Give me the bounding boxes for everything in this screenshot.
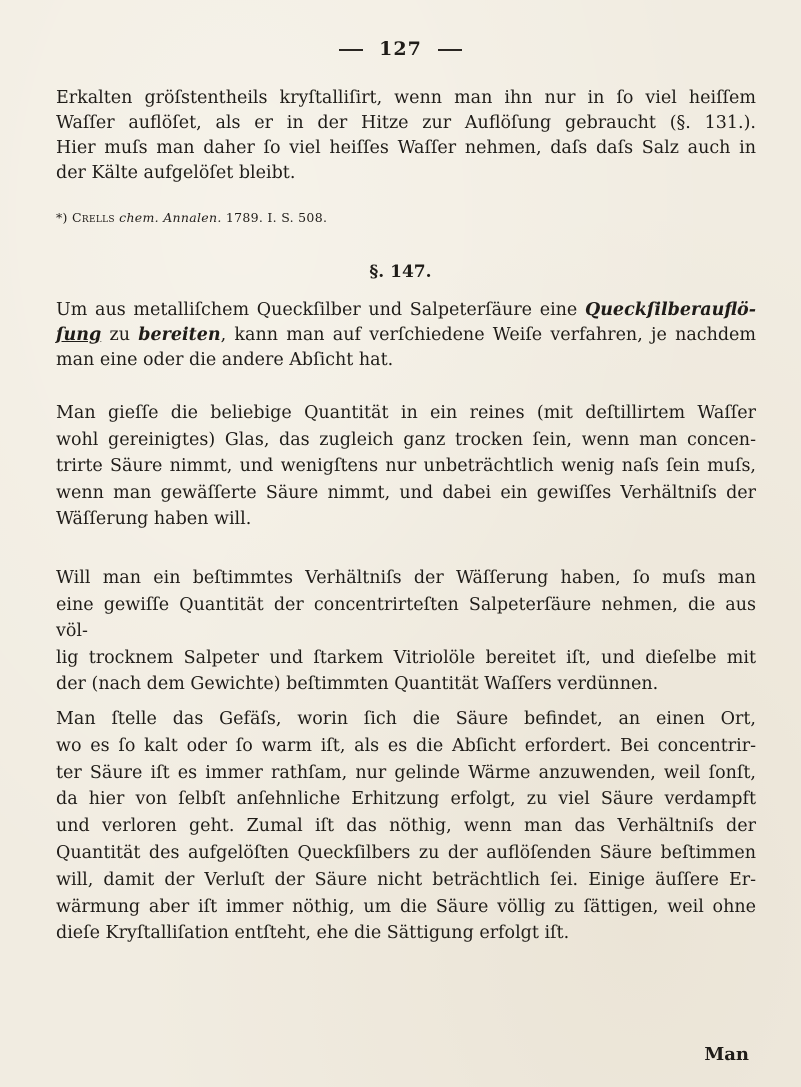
paragraph-text: , kann man auf verſchiedene Weiſe verfahren, je nachdem xyxy=(220,325,757,345)
paragraph-line: trirte Säure nimmt, und wenigſtens nur unbeträchtlich wenig naſs ſein muſs, xyxy=(56,456,756,476)
paragraph-line: wärmung aber iſt immer nöthig, um die Säure völlig zu ſättigen, weil ohne xyxy=(56,896,756,917)
emphasized-term: bereiten xyxy=(138,325,221,345)
paragraph-line: Waſſer auflöſet, als er in der Hitze zur Auflöſung gebraucht (§. 131.). xyxy=(56,113,756,133)
paragraph-line: wo es ſo kalt oder ſo warm iſt, als es die Abſicht erfordert. Bei concentrir- xyxy=(56,735,756,756)
paragraph-line: ter Säure iſt es immer rathſam, nur gelinde Wärme anzuwenden, weil ſonſt, xyxy=(56,762,756,783)
paragraph-line: will, damit der Verluſt der Säure nicht beträchtlich ſei. Einige äuſſere Er- xyxy=(56,869,756,890)
paragraph-2 xyxy=(56,298,756,373)
catchword: Man xyxy=(704,1044,749,1065)
paragraph-line xyxy=(56,298,756,323)
emphasized-term: Queckſilberauflö- xyxy=(584,300,756,320)
paragraph-1 xyxy=(56,86,756,186)
page-number: 127 xyxy=(379,38,422,60)
footnote-author: Crells xyxy=(72,210,115,225)
paragraph-4 xyxy=(56,565,756,698)
paragraph-line: der Kälte aufgelöſet bleibt. xyxy=(56,163,296,183)
section-heading: §. 147. xyxy=(369,262,432,282)
paragraph-line: da hier von ſelbſt anſehnliche Erhitzung erfolgt, zu viel Säure verdampft xyxy=(56,789,756,810)
paragraph-line: wohl gereinigtes) Glas, das zugleich ganz trocken ſein, wenn man concen- xyxy=(56,429,756,450)
paragraph-text: Um aus metalliſchem Queckſilber und Salpeterſäure eine xyxy=(56,300,585,320)
footnote xyxy=(56,210,327,225)
paragraph-line: Man gieſſe die beliebige Quantität in ein reines (mit deſtillirtem Waſſer xyxy=(56,403,756,423)
paragraph-line: Man ſtelle das Gefäſs, worin ſich die Säure befindet, an einen Ort, xyxy=(56,709,756,729)
footnote-reference: 1789. I. S. 508. xyxy=(225,210,328,225)
paragraph-3 xyxy=(56,400,756,533)
emphasized-term xyxy=(56,325,101,345)
footnote-marker: *) xyxy=(56,210,73,225)
footnote-journal: chem. Annalen. xyxy=(119,210,222,225)
paragraph-line: dieſe Kryſtalliſation entſteht, ehe die Sättigung erfolgt iſt. xyxy=(56,923,570,944)
header-dash-left xyxy=(339,49,363,51)
paragraph-line: Erkalten gröſstentheils kryſtalliſirt, wenn man ihn nur in ſo viel heiſſem xyxy=(56,88,756,108)
paragraph-text: zu xyxy=(101,325,139,345)
paragraph-line: Wäſſerung haben will. xyxy=(56,509,252,529)
paragraph-line: wenn man gewäſſerte Säure nimmt, und dabei ein gewiſſes Verhältniſs der xyxy=(56,482,756,503)
paragraph-line: lig trocknem Salpeter und ſtarkem Vitriolöle bereitet iſt, und dieſelbe mit xyxy=(56,647,756,668)
paragraph-line: und verloren geht. Zumal iſt das nöthig, wenn man das Verhältniſs der xyxy=(56,816,756,837)
paragraph-line: Quantität des aufgelöſten Queckſilbers zu der auflöſenden Säure beſtimmen xyxy=(56,842,756,863)
paragraph-line: Will man ein beſtimmtes Verhältniſs der Wäſſerung haben, ſo muſs man xyxy=(56,568,756,588)
paragraph-5 xyxy=(56,706,756,947)
paragraph-line: Hier muſs man daher ſo viel heiſſes Waſſer nehmen, daſs daſs Salz auch in xyxy=(56,138,756,158)
paragraph-line: eine gewiſſe Quantität der concentrirteſten Salpeterſäure nehmen, die aus völ- xyxy=(56,594,756,641)
underlined-term: ſung xyxy=(56,325,102,345)
paragraph-line xyxy=(56,323,756,348)
paragraph-line: der (nach dem Gewichte) beſtimmten Quantität Waſſers verdünnen. xyxy=(56,674,659,694)
paragraph-line: man eine oder die andere Abſicht hat. xyxy=(56,350,394,370)
page-header xyxy=(0,38,801,60)
header-dash-right xyxy=(438,49,462,51)
